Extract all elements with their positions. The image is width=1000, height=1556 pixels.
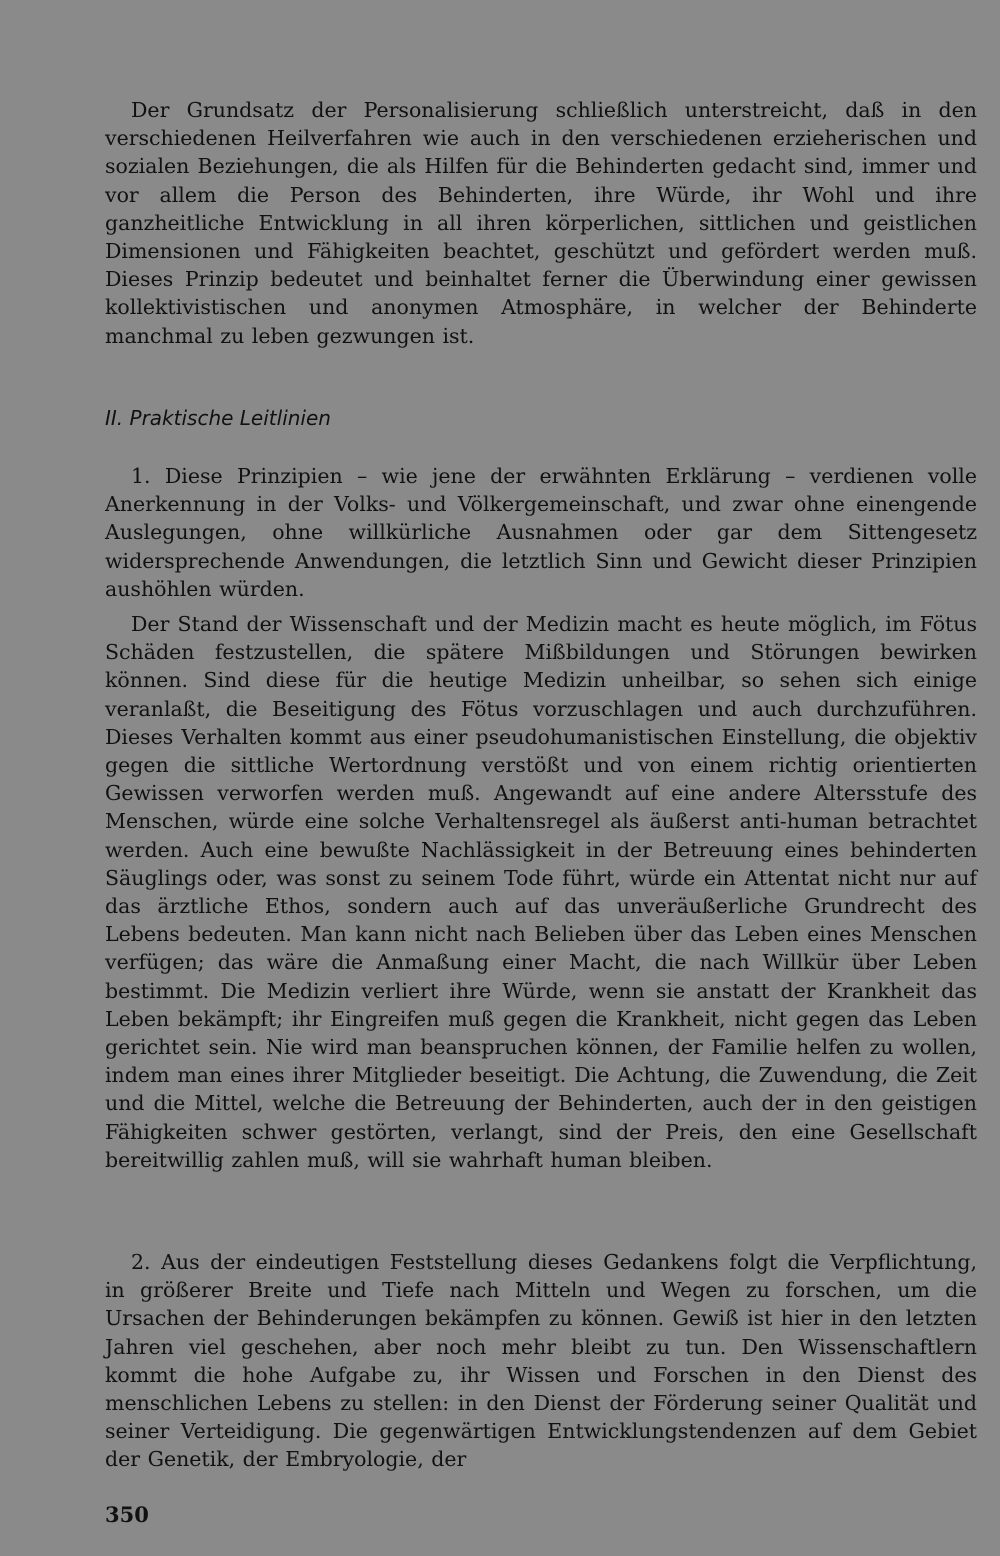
paragraph-personalisierung: Der Grundsatz der Personalisierung schließlich unterstreicht, daß in den verschiedenen Heilverfahren wie auch in den verschiedenen erzieherischen und sozialen Beziehungen, die als Hilfen für die Behinderten gedacht sind, immer und vor allem die Person des Behinderten, ihre Würde, ihr Wohl und ihre ganzheitliche Entwicklung in all ihren körperlichen, sittlichen und geistlichen Dimensionen und Fähigkeiten beachtet, geschützt und gefördert werden muß. Dieses Prinzip bedeutet und beinhaltet ferner die Überwindung einer gewissen kollektivistischen und anonymen Atmosphäre, in welcher der Behinderte manchmal zu leben gezwungen ist.	[105, 98, 977, 348]
paragraph-leitlinie-2: 2. Aus der eindeutigen Feststellung dieses Gedankens folgt die Verpflichtung, in größerer Breite und Tiefe nach Mitteln und Wegen zu forschen, um die Ursachen der Behinderungen bekämpfen zu können. Gewiß ist hier in den letzten Jahren viel geschehen, aber noch mehr bleibt zu tun. Den Wissenschaftlern kommt die hohe Aufgabe zu, ihr Wissen und Forschen in den Dienst des menschlichen Lebens zu stellen: in den Dienst der Förderung seiner Qualität und seiner Verteidigung. Die gegenwärtigen Entwicklungstendenzen auf dem Gebiet der Genetik, der Embryologie, der	[105, 1250, 977, 1472]
paragraph-wissenschaft-medizin: Der Stand der Wissenschaft und der Medizin macht es heute möglich, im Fötus Schäden festzustellen, die spätere Mißbildungen und Störungen bewirken können. Sind diese für die heutige Medizin unheilbar, so sehen sich einige veranlaßt, die Beseitigung des Fötus vorzuschlagen und auch durchzuführen. Dieses Verhalten kommt aus einer pseudohumanistischen Einstellung, die objektiv gegen die sittliche Wertordnung verstößt und von einem richtig orientierten Gewissen verworfen werden muß. Angewandt auf eine andere Altersstufe des Menschen, würde eine solche Verhaltensregel als äußerst anti-human betrachtet werden. Auch eine bewußte Nachlässigkeit in der Betreuung eines behinderten Säuglings oder, was sonst zu seinem Tode führt, würde ein Attentat nicht nur auf das ärztliche Ethos, sondern auch auf das unveräußerliche Grundrecht des Lebens bedeuten. Man kann nicht nach Belieben über das Leben eines Menschen verfügen; das wäre die Anmaßung einer Macht, die nach Willkür über Leben bestimmt. Die Medizin verliert ihre Würde, wenn sie anstatt der Krankheit das Leben bekämpft; ihr Eingreifen muß gegen die Krankheit, nicht gegen das Leben gerichtet sein. Nie wird man beanspruchen können, der Familie helfen zu wollen, indem man eines ihrer Mitglieder beseitigt. Die Achtung, die Zuwendung, die Zeit und die Mittel, welche die Betreuung der Behinderten, auch der in den geistigen Fähigkeiten schwer gestörten, verlangt, sind der Preis, den eine Gesellschaft bereitwillig zahlen muß, will sie wahrhaft human bleiben.	[105, 612, 977, 1172]
paragraph-leitlinie-1: 1. Diese Prinzipien – wie jene der erwähnten Erklärung – verdienen volle Anerkennung in der Volks- und Völkergemeinschaft, und zwar ohne einengende Auslegungen, ohne willkürliche Ausnahmen oder gar dem Sittengesetz widersprechende Anwendungen, die letztlich Sinn und Gewicht dieser Prinzipien aushöhlen würden.	[105, 464, 977, 601]
page-number: 350	[105, 1502, 149, 1527]
section-heading: II. Praktische Leitlinien	[105, 406, 331, 430]
